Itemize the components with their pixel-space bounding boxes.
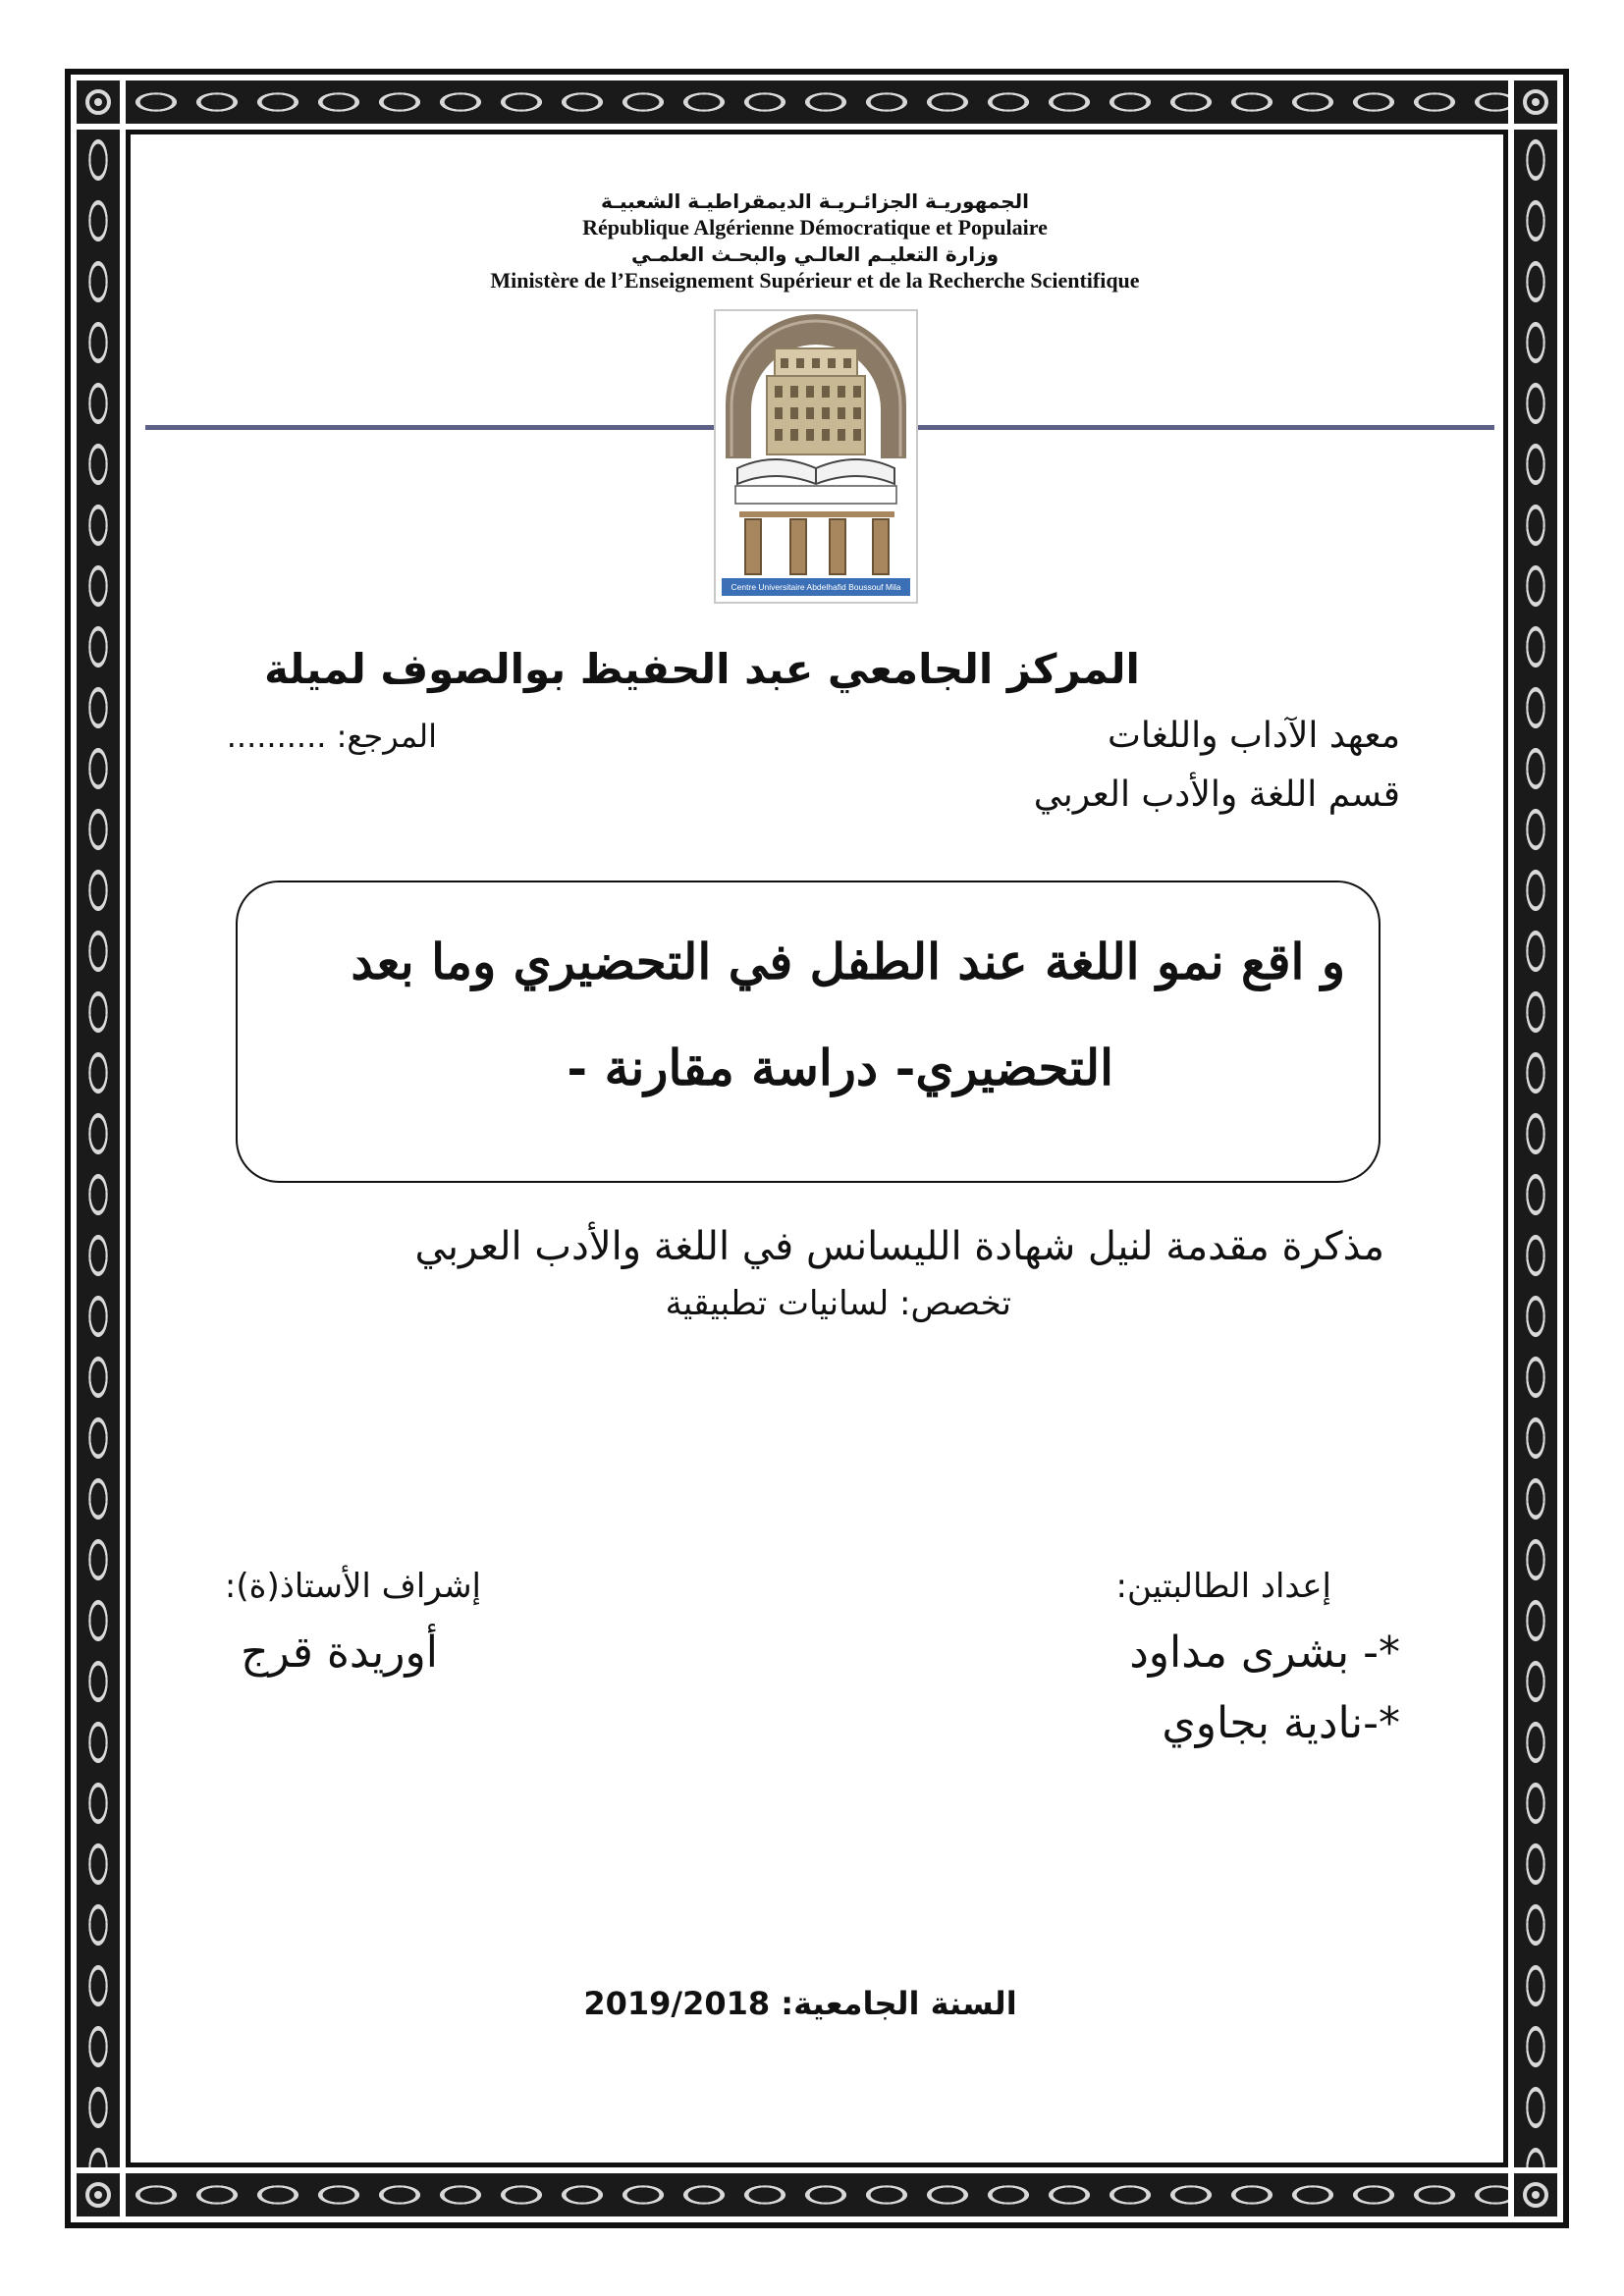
prepared-by-label: إعداد الطالبتين: bbox=[1115, 1567, 1331, 1606]
supervisor-name: أوريدة قرج bbox=[241, 1628, 438, 1678]
border-band-left bbox=[77, 130, 120, 2167]
academic-year: السنة الجامعية: 2019/2018 bbox=[583, 1985, 1017, 2022]
republic-ar: الجمهوريـة الجزائـريـة الديمقراطيـة الشعبيـة bbox=[601, 189, 1029, 213]
student-name: *-نادية بجاوي bbox=[1162, 1698, 1400, 1748]
university-logo bbox=[714, 309, 918, 604]
corner-ornament-icon bbox=[1514, 2173, 1557, 2216]
republic-fr: République Algérienne Démocratique et Populaire bbox=[582, 215, 1048, 240]
logo-caption: Centre Universitaire Abdelhafid Boussouf Mila bbox=[722, 578, 910, 596]
supervision-label: إشراف الأستاذ(ة): bbox=[224, 1567, 481, 1606]
specialty: تخصص: لسانيات تطبيقية bbox=[665, 1284, 1011, 1323]
official-header bbox=[295, 188, 1335, 294]
ministry-ar: وزارة التعليـم العالـي والبحـث العلمـي bbox=[630, 242, 1000, 266]
corner-ornament-icon bbox=[1514, 80, 1557, 124]
institute-name: معهد الآداب واللغات bbox=[1108, 716, 1400, 756]
border-band-right bbox=[1514, 130, 1557, 2167]
corner-ornament-icon bbox=[77, 80, 120, 124]
memo-description: مذكرة مقدمة لنيل شهادة الليسانس في اللغة والأدب العربي bbox=[414, 1224, 1384, 1269]
corner-ornament-icon bbox=[77, 2173, 120, 2216]
thesis-title-line-1: و اقع نمو اللغة عند الطفل في التحضيري وما بعد bbox=[351, 933, 1345, 990]
thesis-title-box bbox=[236, 881, 1380, 1183]
student-name: *- بشرى مداود bbox=[1129, 1628, 1400, 1678]
department-name: قسم اللغة والأدب العربي bbox=[1033, 774, 1400, 815]
reference-field: المرجع: .......... bbox=[226, 718, 437, 755]
university-building-icon bbox=[716, 311, 916, 602]
ministry-fr: Ministère de l’Enseignement Supérieur et de la Recherche Scientifique bbox=[490, 268, 1140, 293]
border-band-top bbox=[126, 80, 1508, 124]
border-band-bottom bbox=[126, 2173, 1508, 2216]
university-center-name: المركز الجامعي عبد الحفيظ بوالصوف لميلة bbox=[264, 645, 1140, 693]
thesis-title-line-2: التحضيري- دراسة مقارنة - bbox=[567, 1039, 1113, 1096]
